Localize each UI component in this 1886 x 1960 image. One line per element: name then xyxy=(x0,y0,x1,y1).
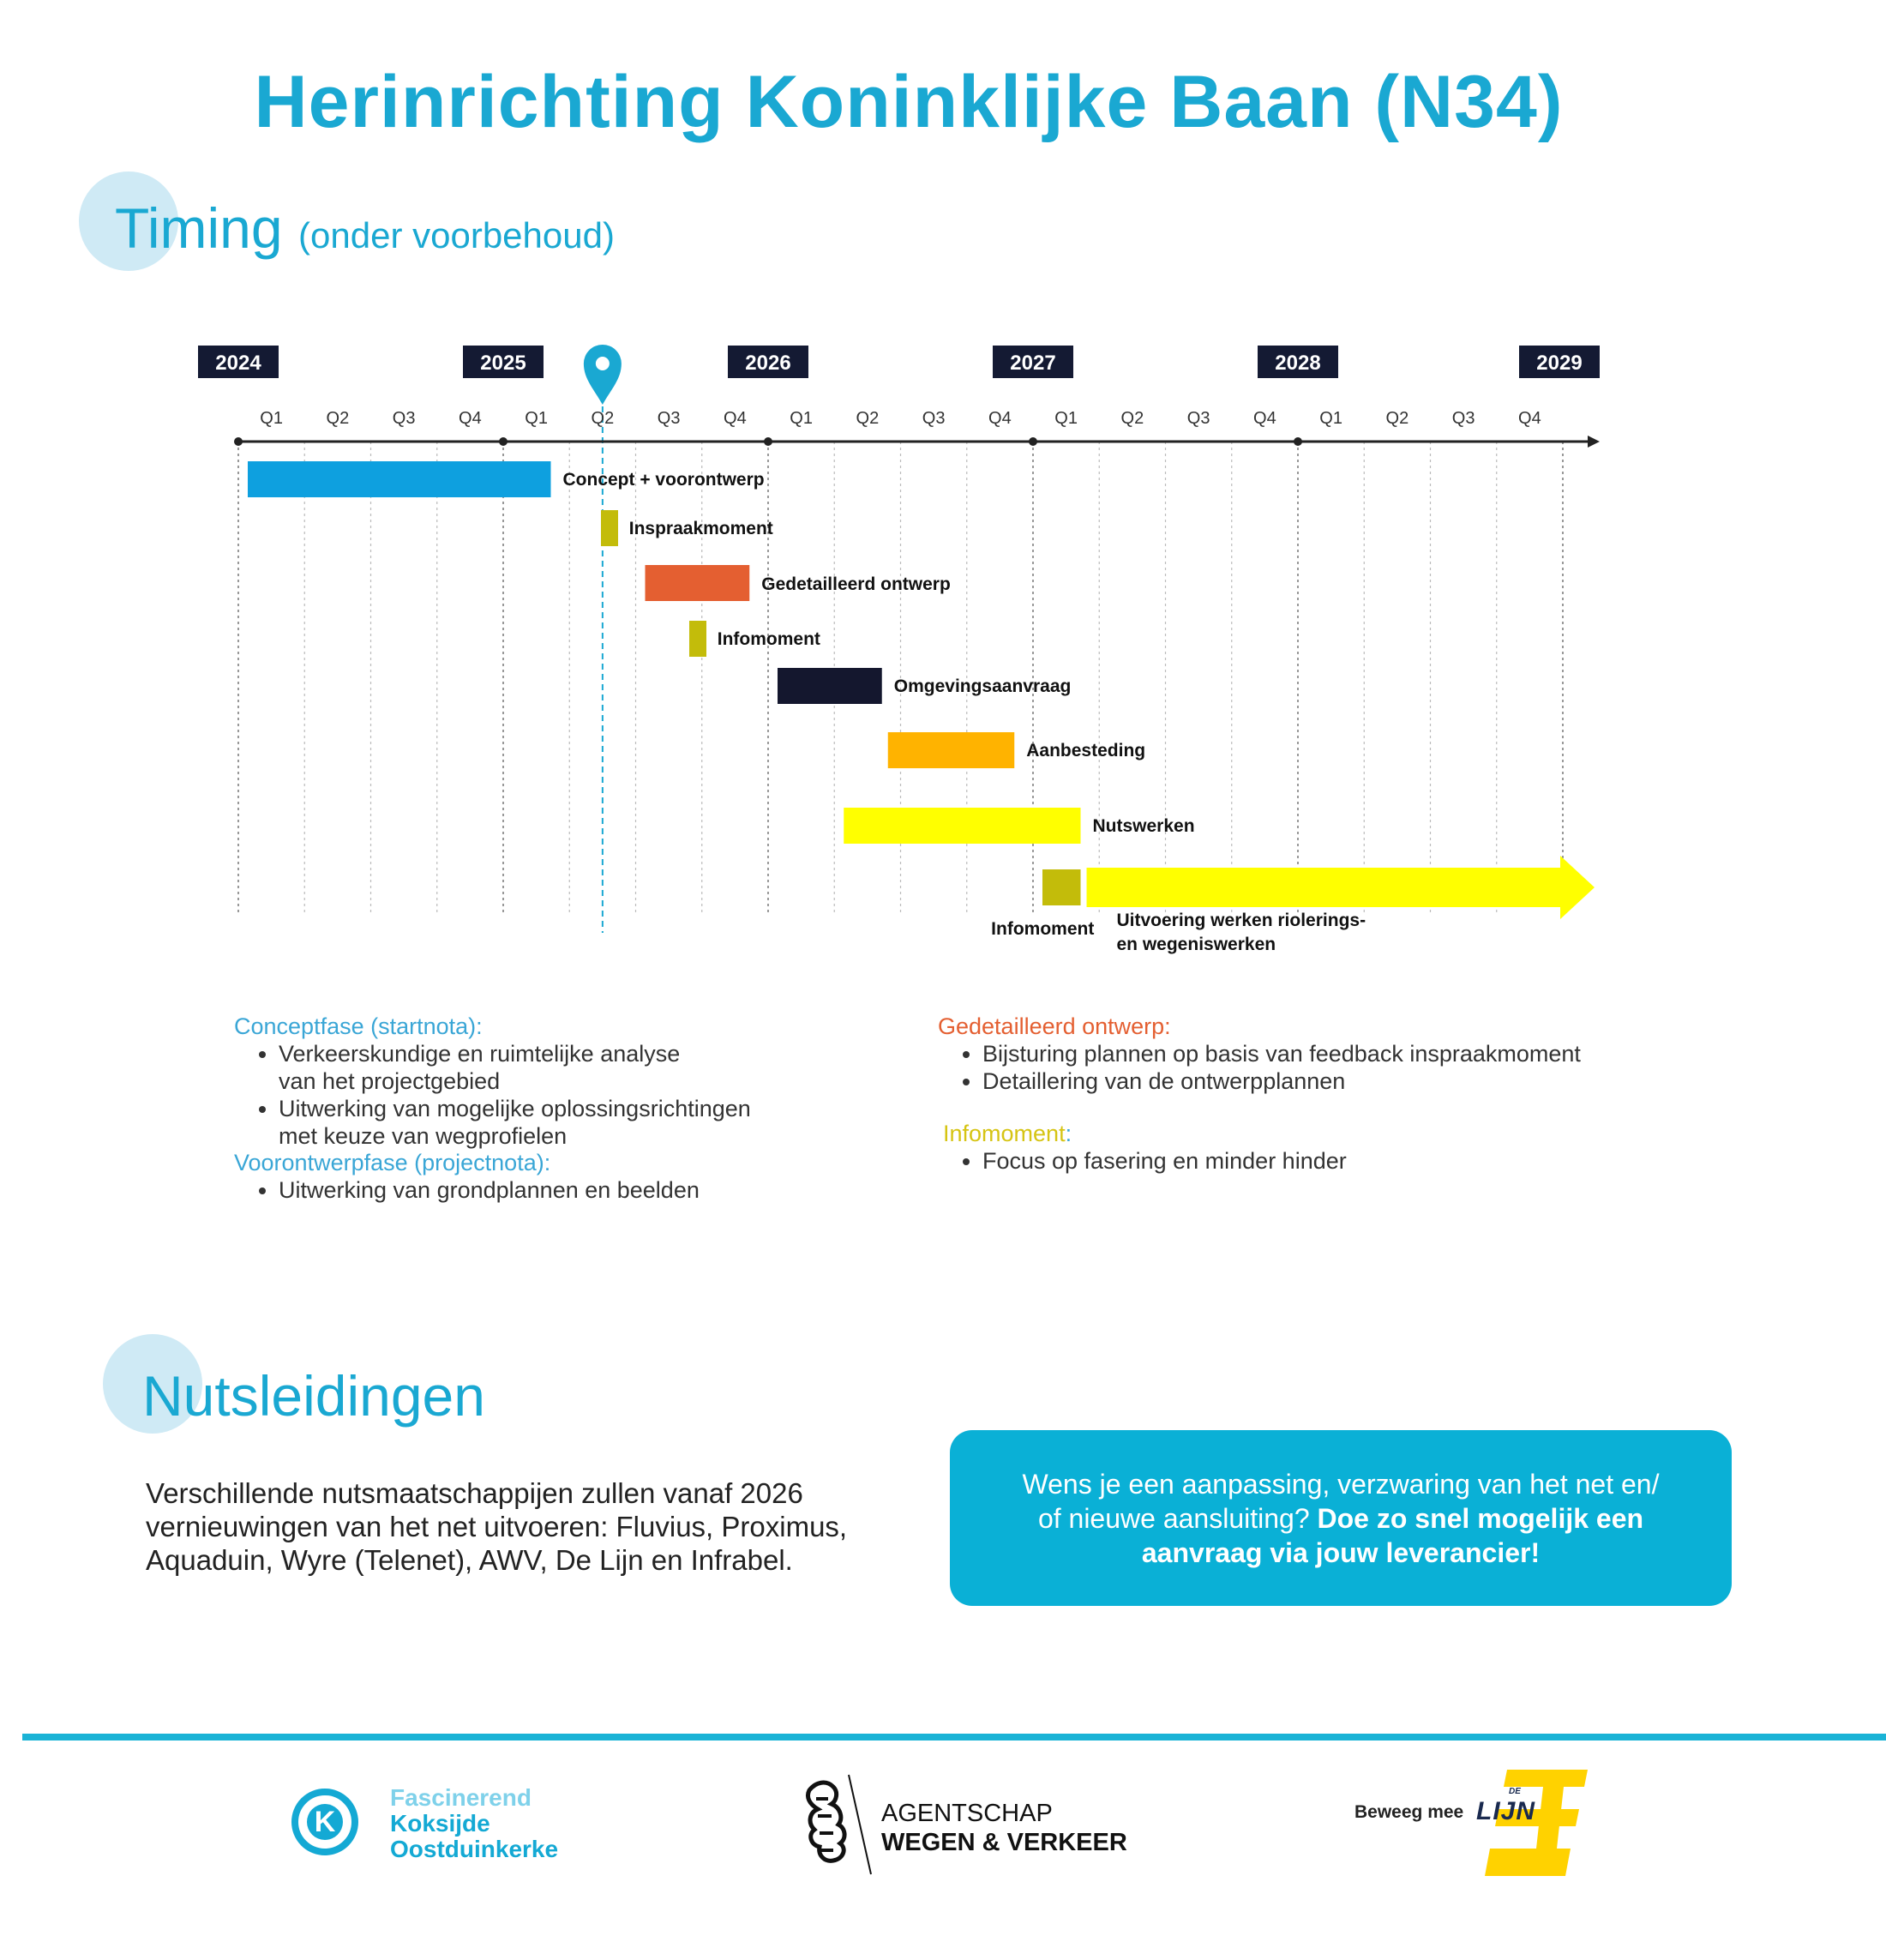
list-item-text: Verkeerskundige en ruimtelijke analyse xyxy=(279,1041,681,1067)
cta-line-bold: aanvraag via jouw leverancier! xyxy=(1141,1536,1541,1568)
footer-divider xyxy=(22,1734,1886,1741)
legend-concept-list xyxy=(234,1040,834,1150)
legend-voorontwerp-heading: Voorontwerpfase (projectnota): xyxy=(234,1150,551,1175)
cta-line: of nieuwe aansluiting? xyxy=(1037,1502,1318,1534)
year-dot xyxy=(764,437,772,446)
year-dot xyxy=(1294,437,1302,446)
legend-right xyxy=(938,1013,1709,1175)
quarter-label: Q2 xyxy=(591,409,615,428)
list-item-text: met keuze van wegprofielen xyxy=(279,1123,568,1149)
year-dot xyxy=(234,437,243,446)
year-label: 2027 xyxy=(1010,352,1056,375)
gantt-bar-label: Omgevingsaanvraag xyxy=(893,676,1072,696)
quarter-label: Q4 xyxy=(1518,409,1541,428)
delijn-logo xyxy=(1354,1768,1595,1879)
quarter-label: Q3 xyxy=(1186,409,1210,428)
cta-text xyxy=(989,1467,1692,1570)
quarter-label: Q1 xyxy=(790,409,813,428)
cta-box xyxy=(950,1430,1732,1606)
quarter-label: Q1 xyxy=(260,409,283,428)
legend-concept-heading: Conceptfase (startnota): xyxy=(234,1013,483,1039)
legend-info-heading-colon: : xyxy=(1065,1121,1072,1146)
timing-title: Timing xyxy=(115,196,283,260)
list-item xyxy=(279,1040,834,1095)
timing-gantt-chart xyxy=(0,326,1715,977)
timing-heading xyxy=(115,195,615,261)
quarter-label: Q3 xyxy=(1451,409,1475,428)
gantt-bar-label: Infomoment xyxy=(991,919,1095,939)
list-item xyxy=(279,1095,834,1150)
legend-detail-list xyxy=(938,1040,1709,1095)
year-label: 2024 xyxy=(215,352,261,375)
koksijde-line1: Fascinerend xyxy=(390,1784,532,1811)
quarter-label: Q1 xyxy=(1319,409,1342,428)
nuts-line: Aquaduin, Wyre (Telenet), AWV, De Lijn en Infrabel. xyxy=(146,1544,793,1576)
delijn-brand: LIJN xyxy=(1476,1797,1536,1825)
delijn-tagline: Beweeg mee xyxy=(1354,1802,1464,1822)
gantt-bar xyxy=(844,808,1080,844)
gantt-bar xyxy=(1042,869,1081,905)
nuts-heading: Nutsleidingen xyxy=(142,1364,485,1428)
year-label: 2029 xyxy=(1536,352,1583,375)
quarter-label: Q2 xyxy=(326,409,350,428)
year-dot xyxy=(499,437,508,446)
gantt-bar-label: Uitvoering werken riolerings- xyxy=(1116,911,1366,930)
quarter-label: Q2 xyxy=(856,409,880,428)
awv-line1: AGENTSCHAP xyxy=(881,1800,1053,1827)
koksijde-line3: Oostduinkerke xyxy=(390,1836,559,1862)
gantt-bar-label: Concept + voorontwerp xyxy=(562,470,765,490)
list-item-text: van het projectgebied xyxy=(279,1068,501,1094)
year-label: 2026 xyxy=(745,352,791,375)
list-item-text: Uitwerking van mogelijke oplossingsrichtingen xyxy=(279,1096,751,1121)
gantt-bar-label: en wegeniswerken xyxy=(1116,935,1276,954)
koksijde-line2: Koksijde xyxy=(390,1810,490,1837)
location-pin-dot xyxy=(596,357,610,370)
location-pin-icon xyxy=(584,345,622,405)
quarter-label: Q4 xyxy=(459,409,482,428)
page-title: Herinrichting Koninklijke Baan (N34) xyxy=(254,61,1564,143)
gantt-bar xyxy=(689,621,706,657)
quarter-label: Q1 xyxy=(525,409,548,428)
awv-logo xyxy=(799,1773,1159,1876)
list-item: • Detaillering van de ontwerpplannen xyxy=(982,1067,1709,1095)
legend-info-heading-text: Infomoment xyxy=(943,1121,1066,1146)
awv-line2: WEGEN & VERKEER xyxy=(881,1829,1127,1856)
quarter-label: Q4 xyxy=(988,409,1012,428)
gantt-bar-label: Aanbesteding xyxy=(1026,741,1146,761)
legend-info-heading xyxy=(943,1121,1709,1147)
list-item: • Focus op fasering en minder hinder xyxy=(982,1147,1709,1175)
legend-detail-heading: Gedetailleerd ontwerp: xyxy=(938,1013,1171,1039)
quarter-label: Q2 xyxy=(1120,409,1144,428)
gantt-bar-label: Infomoment xyxy=(717,629,820,649)
year-label: 2028 xyxy=(1275,352,1321,375)
gantt-bar xyxy=(646,565,750,601)
quarter-label: Q1 xyxy=(1054,409,1078,428)
timing-subtitle: (onder voorbehoud) xyxy=(298,215,615,256)
quarter-label: Q4 xyxy=(724,409,747,428)
quarter-label: Q3 xyxy=(657,409,681,428)
nuts-description xyxy=(146,1476,917,1577)
delijn-brand-small: DE xyxy=(1509,1787,1521,1796)
flemish-lion-icon xyxy=(799,1773,885,1876)
quarter-label: Q3 xyxy=(392,409,416,428)
nuts-line: vernieuwingen van het net uitvoeren: Fluvius, Proximus, xyxy=(146,1511,848,1542)
gantt-bar xyxy=(248,461,551,497)
gantt-bar-arrow xyxy=(1087,856,1595,919)
legend-voorontwerp-list xyxy=(234,1176,834,1204)
list-item: • Bijsturing plannen op basis van feedback inspraakmoment xyxy=(982,1040,1709,1067)
quarter-label: Q4 xyxy=(1253,409,1276,428)
gantt-bar xyxy=(888,732,1015,768)
gantt-bar xyxy=(778,668,882,704)
list-item: • Uitwerking van grondplannen en beelden xyxy=(279,1176,834,1204)
gantt-bar-label: Inspraakmoment xyxy=(628,519,773,538)
year-dot xyxy=(1029,437,1037,446)
koksijde-k-letter: K xyxy=(307,1804,343,1840)
gantt-bar xyxy=(601,510,618,546)
quarter-label: Q3 xyxy=(922,409,946,428)
time-axis-arrowhead xyxy=(1588,436,1600,448)
nuts-line: Verschillende nutsmaatschappijen zullen vanaf 2026 xyxy=(146,1477,803,1509)
koksijde-logo xyxy=(291,1785,583,1867)
gantt-bar-label: Nutswerken xyxy=(1092,816,1195,836)
legend-left xyxy=(234,1013,834,1204)
year-label: 2025 xyxy=(480,352,526,375)
legend-info-list xyxy=(938,1147,1709,1175)
cta-line: Wens je een aanpassing, verzwaring van het net en/ xyxy=(1022,1468,1660,1500)
koksijde-k-icon xyxy=(291,1789,358,1855)
gantt-bar-label: Gedetailleerd ontwerp xyxy=(761,574,951,594)
cta-line-bold: Doe zo snel mogelijk een xyxy=(1317,1502,1644,1534)
quarter-label: Q2 xyxy=(1385,409,1409,428)
